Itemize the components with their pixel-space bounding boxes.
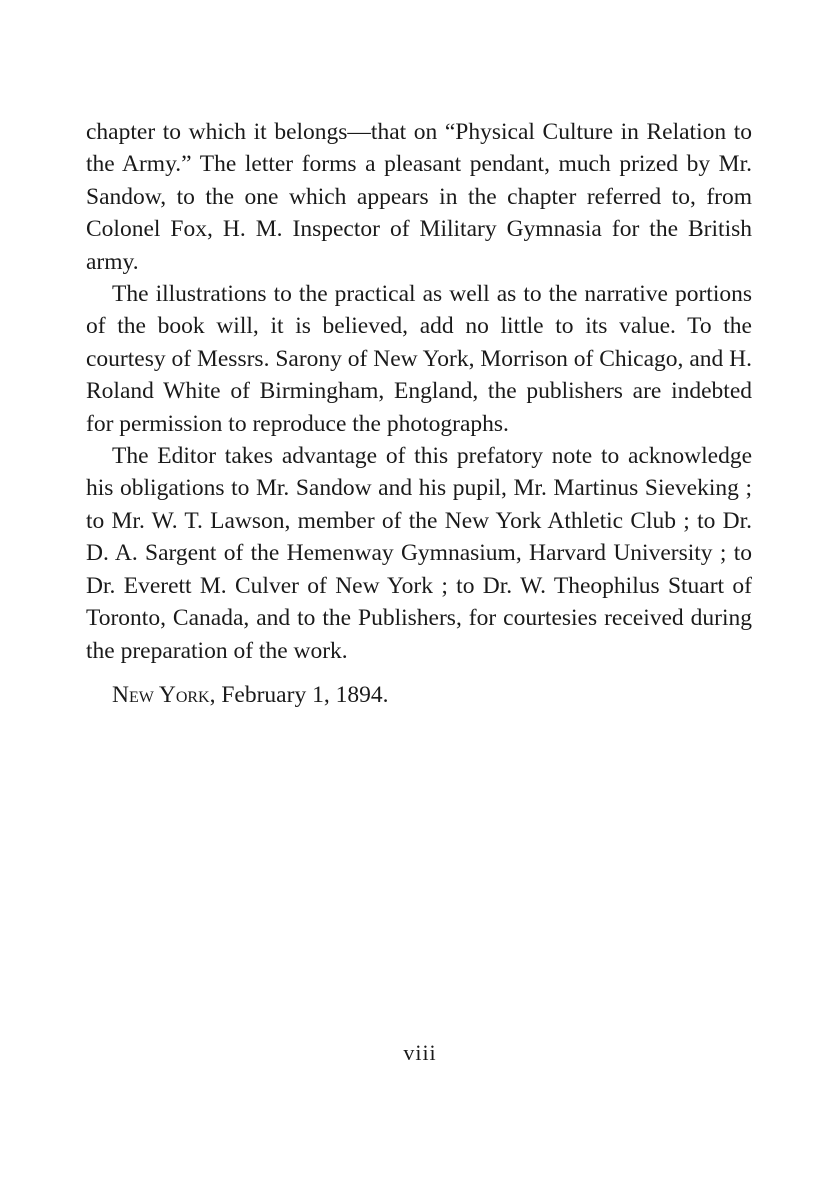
paragraph-illustrations: The illustrations to the practical as well as to the narrative portions of the book will, it is believed, add no little to its value. To the courtesy of Messrs. Sarony of New York, Morrison of Chicago, and H. Roland White of Birmingham, England, the publishers are indebted for permission to reproduce the photographs.	[86, 281, 752, 437]
preface-body	[86, 116, 752, 711]
paragraph-acknowledgements: The Editor takes advantage of this prefatory note to acknowledge his obligations to Mr. Sandow and his pupil, Mr. Martinus Sieveking ; to Mr. W. T. Lawson, member of the New York Athletic Club ; to Dr. D. A. Sargent of the Hemenway Gymnasium, Harvard University ; to Dr. Everett M. Culver of New York ; to Dr. W. Theophilus Stuart of Toronto, Canada, and to the Publishers, for courtesies received during the preparation of the work.	[86, 443, 752, 664]
page-number: viii	[403, 1040, 437, 1065]
signoff-place: New York	[112, 681, 210, 708]
signoff-date: , February 1, 1894.	[209, 681, 389, 708]
signoff-line	[86, 679, 752, 711]
paragraph-continuation: chapter to which it belongs—that on “Physical Culture in Relation to the Army.” The letter forms a pleasant pendant, much prized by Mr. Sandow, to the one which appears in the chapter referred to, from Colonel Fox, H. M. Inspector of Military Gymnasia for the British army.	[86, 119, 752, 275]
